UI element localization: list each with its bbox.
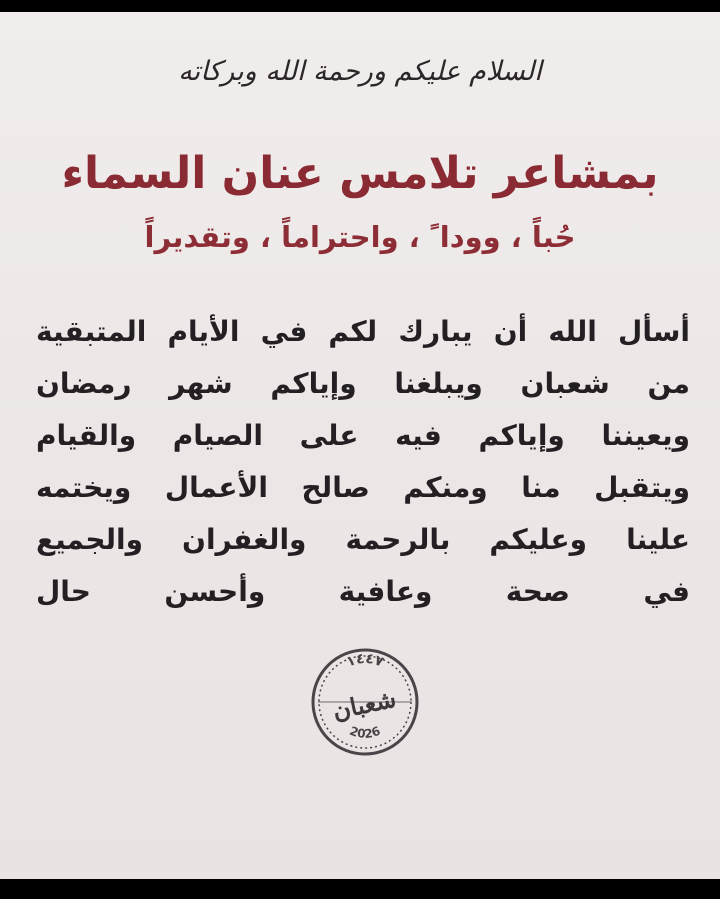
stamp-month: شعبان [330, 683, 399, 726]
card-subtitle: حُباً ، وودا ً ، واحتراماً ، وتقديراً [144, 220, 576, 254]
stamp-hijri-year: ١٤٤٧ [344, 650, 386, 671]
prayer-line: من شعبان ويبلغنا وإياكم شهر رمضان [36, 367, 690, 400]
shaban-stamp [300, 640, 430, 760]
greeting-calligraphy: السلام عليكم ورحمة الله وبركاته [178, 56, 542, 87]
prayer-line: أسأل الله أن يبارك لكم في الأيام المتبقية [36, 315, 690, 348]
greeting-card [0, 12, 720, 879]
prayer-line: علينا وعليكم بالرحمة والغفران والجميع [36, 523, 690, 556]
prayer-line: ويتقبل منا ومنكم صالح الأعمال ويختمه [36, 471, 690, 504]
prayer-line: في صحة وعافية وأحسن حال [36, 575, 690, 608]
card-title: بمشاعر تلامس عنان السماء [61, 148, 659, 199]
stamp-year: 2026 [347, 723, 383, 742]
prayer-text [36, 306, 690, 618]
prayer-line: ويعيننا وإياكم فيه على الصيام والقيام [36, 419, 690, 452]
